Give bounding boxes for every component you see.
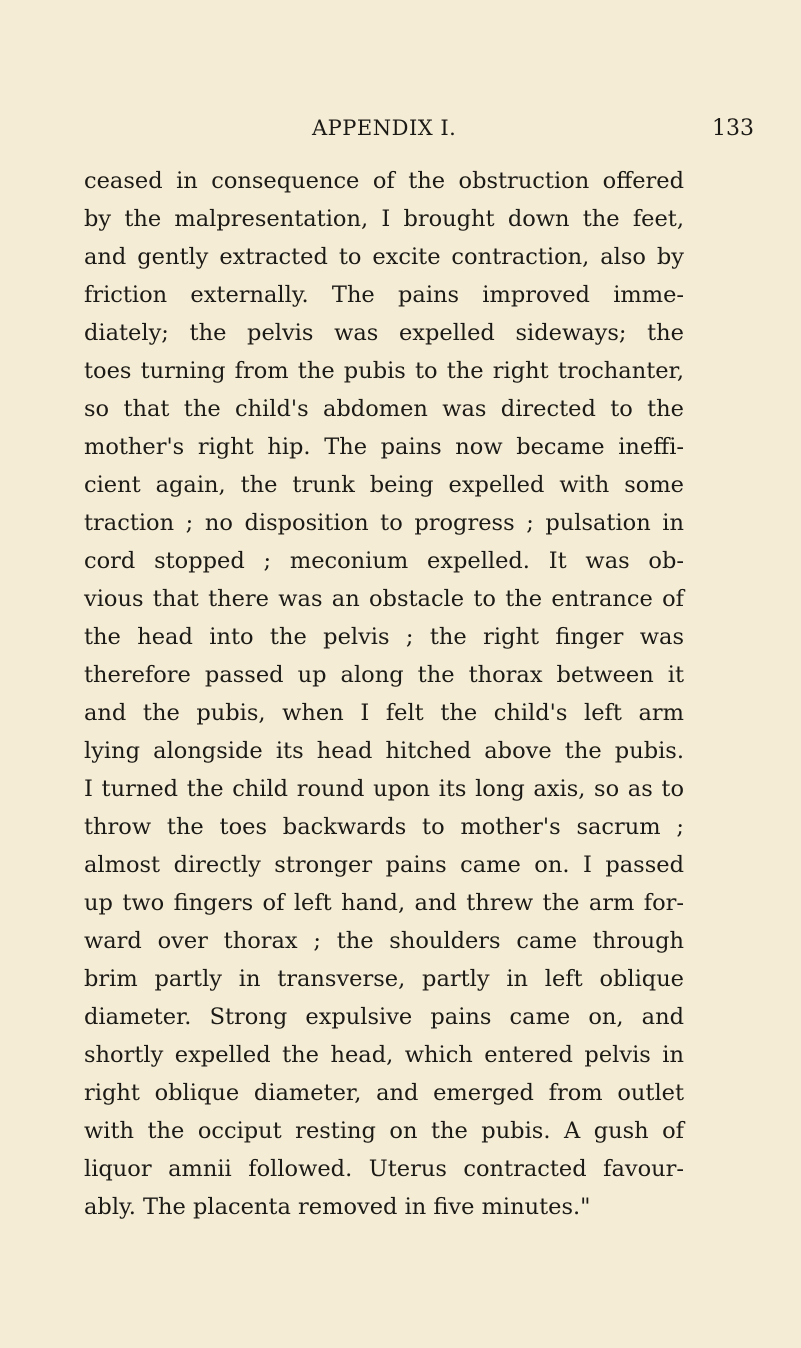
text-line: and the pubis, when I felt the child's left arm <box>84 700 684 726</box>
text-line: I turned the child round upon its long axis, so as to <box>84 776 684 802</box>
text-line: up two fingers of left hand, and threw the arm for- <box>84 890 684 916</box>
text-line: cient again, the trunk being expelled with some <box>84 472 684 498</box>
text-line: right oblique diameter, and emerged from outlet <box>84 1080 684 1106</box>
text-line: cord stopped ; meconium expelled. It was ob- <box>84 548 684 574</box>
page-number: 133 <box>712 116 754 141</box>
text-line: lying alongside its head hitched above the pubis. <box>84 738 684 764</box>
text-line: ceased in consequence of the obstruction offered <box>84 168 684 194</box>
text-line: traction ; no disposition to progress ; pulsation in <box>84 510 684 536</box>
text-line: liquor amnii followed. Uterus contracted favour- <box>84 1156 684 1182</box>
text-line: with the occiput resting on the pubis. A gush of <box>84 1118 684 1144</box>
text-line: ward over thorax ; the shoulders came through <box>84 928 684 954</box>
text-line: and gently extracted to excite contraction, also by <box>84 244 684 270</box>
text-line: therefore passed up along the thorax between it <box>84 662 684 688</box>
text-line: by the malpresentation, I brought down the feet, <box>84 206 684 232</box>
text-line: friction externally. The pains improved imme- <box>84 282 684 308</box>
text-line: throw the toes backwards to mother's sacrum ; <box>84 814 684 840</box>
running-head: APPENDIX I. <box>312 116 457 140</box>
text-line: mother's right hip. The pains now became ineffi- <box>84 434 684 460</box>
body-text <box>84 162 684 1226</box>
text-line: brim partly in transverse, partly in left oblique <box>84 966 684 992</box>
text-line: shortly expelled the head, which entered pelvis in <box>84 1042 684 1068</box>
text-line: diately; the pelvis was expelled sideways; the <box>84 320 684 346</box>
text-line: vious that there was an obstacle to the entrance of <box>84 586 684 612</box>
text-line: diameter. Strong expulsive pains came on, and <box>84 1004 684 1030</box>
text-line: the head into the pelvis ; the right finger was <box>84 624 684 650</box>
text-line: so that the child's abdomen was directed to the <box>84 396 684 422</box>
text-line: ably. The placenta removed in five minutes." <box>84 1194 591 1220</box>
text-line: almost directly stronger pains came on. I passed <box>84 852 684 878</box>
text-line: toes turning from the pubis to the right trochanter, <box>84 358 684 384</box>
